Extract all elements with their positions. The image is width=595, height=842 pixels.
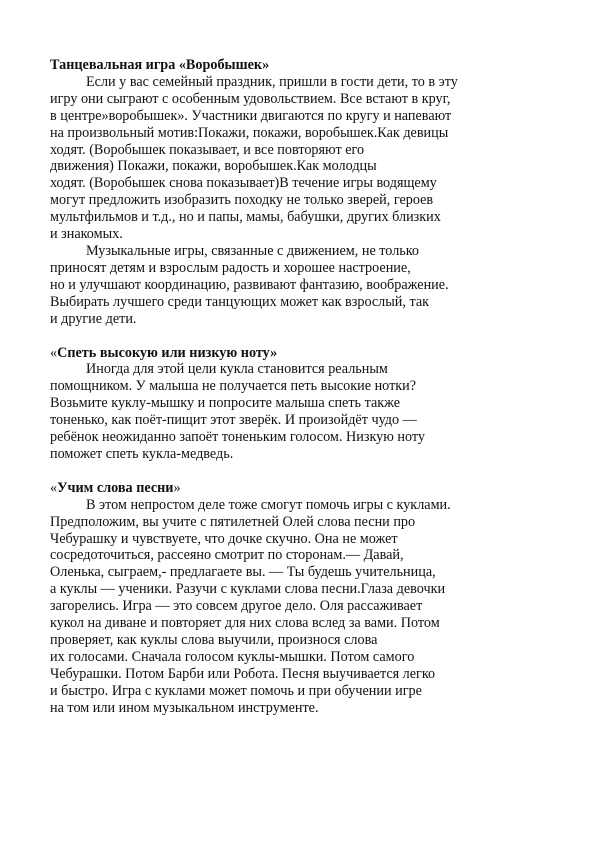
heading-open-quote: « [50, 479, 58, 496]
text-line: Выбирать лучшего среди танцующих может как взрослый, так [50, 293, 430, 310]
text-line: а куклы — ученики. Разучи с куклами слова песни.Глаза девочки [50, 581, 446, 598]
text-line: Оленька, сыграем,- предлагаете вы. — Ты будешь учительница, [50, 564, 436, 581]
heading-title: Спеть высокую или низкую ноту» [57, 344, 278, 361]
section-heading [50, 345, 550, 362]
section-3 [50, 480, 550, 717]
text-line: на произвольный мотив:Покажи, покажи, воробышек.Как девицы [50, 124, 449, 141]
text-line: загорелись. Игра — это совсем другое дело. Оля рассаживает [50, 598, 423, 615]
text-line: тоненько, как поёт-пищит этот зверёк. И произойдёт чудо — [50, 412, 417, 429]
text-line: проверяет, как куклы слова выучили, произнося слова [50, 632, 378, 648]
text-line: Иногда для этой цели кукла становится реальным [86, 361, 388, 378]
text-line: помощником. У малыша не получается петь высокие нотки? [50, 378, 417, 395]
text-line: но и улучшают координацию, развивают фантазию, воображение. [50, 276, 449, 293]
text-line: в центре»воробышек». Участники двигаются по кругу и напевают [50, 107, 452, 124]
text-line: Чебурашки. Потом Барби или Робота. Песня выучивается легко [50, 665, 436, 682]
section-2 [50, 345, 550, 463]
text-line: В этом непростом деле тоже смогут помочь игры с куклами. [86, 496, 451, 513]
text-line: Чебурашку и чувствуете, что дочке скучно. Она не может [50, 530, 398, 547]
text-line: приносят детям и взрослым радость и хорошее настроение, [50, 259, 411, 276]
section-heading [50, 480, 550, 497]
text-line: могут предложить изобразить походку не только зверей, героев [50, 192, 434, 209]
text-line: поможет спеть кукла-медведь. [50, 445, 234, 462]
document-body [50, 57, 550, 717]
text-line: и другие дети. [50, 310, 137, 327]
text-line: движения) Покажи, покажи, воробышек.Как молодцы [50, 158, 377, 175]
text-line: ходят. (Воробышек показывает, и все повторяют его [50, 141, 365, 158]
text-line: и знакомых. [50, 226, 123, 243]
heading-close-quote: » [173, 479, 181, 496]
heading-open-quote: « [50, 344, 58, 361]
text-line: игру они сыграют с особенным удовольствием. Все встают в круг, [50, 90, 451, 107]
text-line: Возьмите куклу-мышку и попросите малыша спеть также [50, 395, 401, 412]
text-line: Музыкальные игры, связанные с движением, не только [86, 242, 420, 259]
section-1 [50, 57, 550, 328]
text-line: Предположим, вы учите с пятилетней Олей слова песни про [50, 513, 416, 530]
section-heading [50, 57, 550, 74]
text-line: и быстро. Игра с куклами может помочь и при обучении игре [50, 682, 422, 699]
text-line: ходят. (Воробышек снова показывает)В течение игры водящему [50, 175, 437, 192]
section-gap [50, 328, 550, 345]
text-line: на том или ином музыкальном инструменте. [50, 699, 319, 716]
heading-title: Учим слова песни [57, 479, 174, 496]
text-line: ребёнок неожиданно запоёт тоненьким голосом. Низкую ноту [50, 429, 425, 446]
text-line: кукол на диване и повторяет для них слова вслед за вами. Потом [50, 615, 440, 632]
heading-title: Танцевальная игра «Воробышек» [50, 57, 270, 73]
text-line: мультфильмов и т.д., но и папы, мамы, бабушки, других близких [50, 209, 441, 226]
text-line: сосредоточиться, рассеяно смотрит по сторонам.— Давай, [50, 547, 404, 564]
text-line: их голосами. Сначала голосом куклы-мышки. Потом самого [50, 648, 415, 665]
text-line: Если у вас семейный праздник, пришли в гости дети, то в эту [86, 73, 458, 90]
section-gap [50, 463, 550, 480]
